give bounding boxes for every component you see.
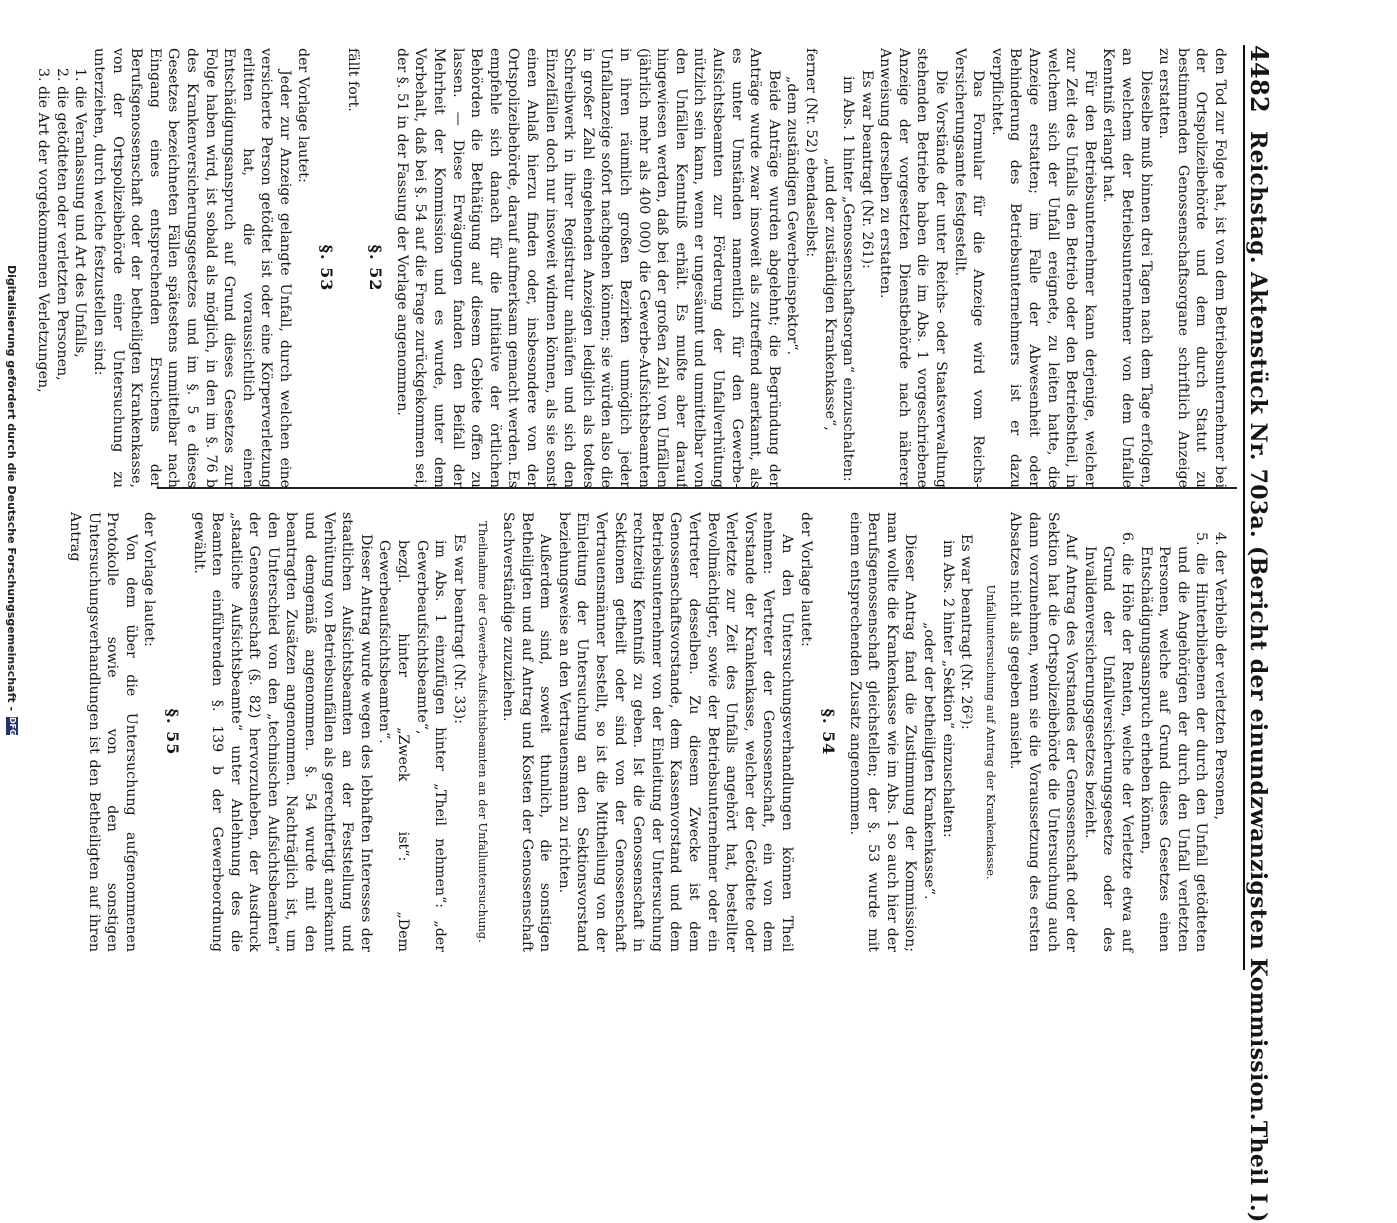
paragraph: Es war beantragt (Nr. 26²):: [958, 534, 975, 730]
list-item: 1. die Veranlassung und Art des Unfalls,: [72, 68, 89, 358]
quote: bezgl. hinter „Zweck ist“: „Dem Gewerbeaufsichtsbeamten“.: [376, 540, 412, 952]
list-item: 3. die Art der vorgekommenen Verletzungen,: [35, 68, 52, 393]
enumeration-list: [1080, 512, 1229, 952]
header-title: Reichstag. Aktenstück Nr. 703a. (Bericht der einundzwanzigsten Kommission.: [1245, 131, 1271, 1121]
section-heading: §. 55: [162, 708, 182, 756]
right-column: [65, 512, 1229, 952]
list-item: 2. die getödteten oder verletzten Personen,: [53, 68, 70, 381]
paragraph: Außerdem sind, soweit thunlich, die sonstigen Betheiligten und auf Antrag und Kosten der Genossenschaft Sachverständige zuzuziehen.: [500, 512, 554, 952]
paragraph: Die Vorstände der unter Reichs- oder Staatsverwaltung stehenden Betriebe haben die im Abs. 1 vorgeschriebene Anzeige der vorgesetzten Dienstbehörde nach näherer Anweisung derselben zu erstatten.: [877, 48, 950, 488]
quote: im Abs. 1 einzufügen hinter „Theil nehmen“: „der Gewerbeaufsichtsbeamte“,: [413, 540, 449, 952]
enumeration-list: [34, 48, 90, 488]
list-item: 4. der Verbleib der verletzten Personen,: [1212, 532, 1228, 820]
section-heading: §. 54: [819, 708, 839, 756]
header-part: Theil I.): [1245, 1120, 1271, 1223]
section-heading: §. 52: [366, 244, 386, 292]
marginal-note: Theilnahme der Gewerbe-Aufsichtsbeamten an der Unfalluntersuchung.: [476, 521, 491, 943]
paragraph: der Vorlage lautet:: [797, 512, 814, 647]
page-footer: [0, 0, 24, 1000]
paragraph: Jeder zur Anzeige gelangte Unfall, durch welchen eine versicherte Person getödtet ist oder eine Körperverletzung erlitten hat, die voraussichtlich einen Entschädigungsanspruch auf Grund dieses Gesetzes zur Folge haben wird, ist sobald als möglich, in den im §. 76 b des Krankenversicherungsgesetzes und im §. 5 e dieses Gesetzes bezeichneten Fällen spätestens unmittelbar nach Eingang eines entsprechenden Ersuchens der Berufsgenossenschaft oder der betheiligten Krankenkasse, von der Ortspolizeibehörde einer Untersuchung zu unterziehen, durch welche festzustellen sind:: [90, 48, 293, 488]
paragraph: Es war beantragt (Nr. 33):: [450, 534, 467, 724]
paragraph: Das Formular für die Anzeige wird vom Reichs-Versicherungsamte festgestellt.: [951, 48, 987, 488]
paragraph: der Vorlage lautet:: [295, 48, 312, 183]
left-column: [34, 48, 1229, 488]
paragraph: Dieser Antrag wurde wegen des lebhaften Interesses der staatlichen Aufsichtsbeamten an der Feststellung und Verhütung von Betriebsunfällen als gerechtfertigt anerkannt und demgemäß angenommen. §. 54 wurde mit den beantragten Zusätzen angenommen. Nachträglich ist, um den Unterschied von den „technischen Aufsichtsbeamten“ der Genossenschaft (§. 82) hervorzuheben, der Ausdruck „staatliche Aufsichtsbeamte“ unter Anlehnung des die Beamten einführenden §. 139 b der Gewerbeordnung gewählt.: [190, 512, 374, 952]
paragraph: der Vorlage lautet:: [141, 512, 158, 647]
paragraph: Für den Betriebsunternehmer kann derjenige, welcher zur Zeit des Unfalls den Betrieb oder den Betriebstheil, in welchem sich der Unfall ereignete, zu leiten hatte, die Anzeige erstatten; im Falle der Abwesenheit oder Behinderung des Betriebsunternehmers ist er dazu verpflichtet.: [988, 48, 1098, 488]
marginal-note: Unfalluntersuchung auf Antrag der Krankenkasse.: [983, 584, 998, 880]
list-item: 6. die Höhe der Renten, welche der Verletzte etwa auf Grund der Unfallversicherungsgesetze oder des Invalidenversicherungsgesetzes bezieht.: [1081, 532, 1136, 952]
paragraph: fällt fort.: [344, 48, 361, 112]
quote: „dem zuständigen Gewerbeinspektor“.: [784, 76, 801, 356]
paragraph: Dieselbe muß binnen drei Tagen nach dem Tage erfolgen, an welchem der Betriebsunternehmer von dem Unfalle Kenntniß erlangt hat.: [1100, 48, 1154, 488]
page-number: 4482: [1245, 45, 1274, 113]
paragraph: den Tod zur Folge hat, ist von dem Betriebsunternehmer bei der Ortspolizeibehörde und dem durch Statut zu bestimmenden Genossenschaftsorgane schriftlich Anzeige zu erstatten.: [1156, 48, 1228, 488]
page-header: [1243, 45, 1285, 1223]
quote: im Abs. 2 hinter „Sektion“ einzuschalten:: [939, 540, 956, 838]
section-heading: §. 53: [317, 244, 337, 292]
quote: im Abs. 1 hinter „Genossenschaftsorgan“ einzuschalten:: [840, 76, 857, 482]
paragraph: ferner (Nr. 52) ebendaselbst:: [802, 48, 819, 258]
paragraph: Auf Antrag des Vorstandes der Genossenschaft oder der Sektion hat die Ortspolizeibehörde die Untersuchung auch dann vorzunehmen, wenn sie die Voraussetzung des ersten Absatzes nicht als gegeben ansieht.: [1007, 512, 1080, 952]
footer-rotator: [0, 0, 24, 1000]
paragraph: Es war beantragt (Nr. 261):: [858, 70, 875, 269]
rotated-page: [35, 0, 1285, 1223]
quote: „oder der betheiligten Krankenkasse“.: [921, 622, 938, 900]
quote: „und der zuständigen Krankenkasse“,: [821, 158, 838, 431]
dfg-logo-icon: DFG: [8, 717, 17, 736]
paragraph: Beide Anträge wurden abgelehnt; die Begründung der Anträge wurde zwar insoweit als zutreffend anerkannt, als es unter Umständen namentlich für den Gewerbe-Aufsichtsbeamten zur Förderung der Unfallverhütung nützlich sein kann, wenn er ungesäumt und unmittelbar von den Unfällen Kenntniß erhält. Es mußte aber darauf hingewiesen werden, daß bei der großen Zahl von Unfällen (jährlich mehr als 400 000) die Gewerbe-Aufsichtsbeamten in ihren räumlich großen Bezirken unmöglich jeder Unfallanzeige sofort nachgehen können; sie würden also die in großer Zahl eingehenden Anzeigen lediglich als todtes Schreibwerk in ihrer Registratur anhäufen und sich den Einzelfällen doch nur insoweit widmen können, als sie sonst einen Anlaß hierzu finden oder, insbesondere von der Ortspolizeibehörde, darauf aufmerksam gemacht werden. Es empfehle sich danach für die Initiative der örtlichen Behörden die Bethätigung auf diesem Gebiete offen zu lassen. — Diese Erwägungen fanden den Beifall der Mehrheit der Kommission und es wurde, unter dem Vorbehalt, daß bei §. 54 auf die Frage zurückgekommen sei, der §. 51 in der Fassung der Vorlage angenommen.: [393, 48, 782, 488]
paragraph: Dieser Antrag fand die Zustimmung der Kommission; man wollte die Krankenkasse wie im Abs. 1 so auch hier der Berufsgenossenschaft gleichstellen; der §. 53 wurde mit einem entsprechenden Zusatz angenommen.: [846, 512, 919, 952]
list-item: 5. die Hinterbliebenen der durch den Unfall getödteten und die Angehörigen der durch den Unfall verletzten Personen, welche auf Grund dieses Gesetzes einen Entschädigungsanspruch erheben können,: [1137, 532, 1210, 952]
footer-text: Digitalisierung gefördert durch die Deutsche Forschungsgemeinschaft -: [5, 264, 19, 712]
paragraph: Von dem über die Untersuchung aufgenommenen Protokolle sowie von den sonstigen Untersuchungsverhandlungen ist den Betheiligten auf ihren Antrag: [66, 512, 139, 952]
paragraph: An den Untersuchungsverhandlungen können Theil nehmen: Vertreter der Genossenschaft, ein von dem Vorstande der Krankenkasse, welcher der Getödtete oder Verletzte zur Zeit des Unfalls angehört hat, bestellter Bevollmächtigter, sowie der Betriebsunternehmer oder ein Vertreter desselben. Zu diesem Zwecke ist dem Genossenschaftsvorstande, dem Kassenvorstand und dem Betriebsunternehmer von der Einleitung der Untersuchung rechtzeitig Kenntniß zu geben. Ist die Genossenschaft in Sektionen getheilt oder sind von der Genossenschaft Vertrauensmänner bestellt, so ist die Mittheilung von der Einleitung der Untersuchung an den Sektionsvorstand beziehungsweise an den Vertrauensmann zu richten.: [555, 512, 795, 952]
